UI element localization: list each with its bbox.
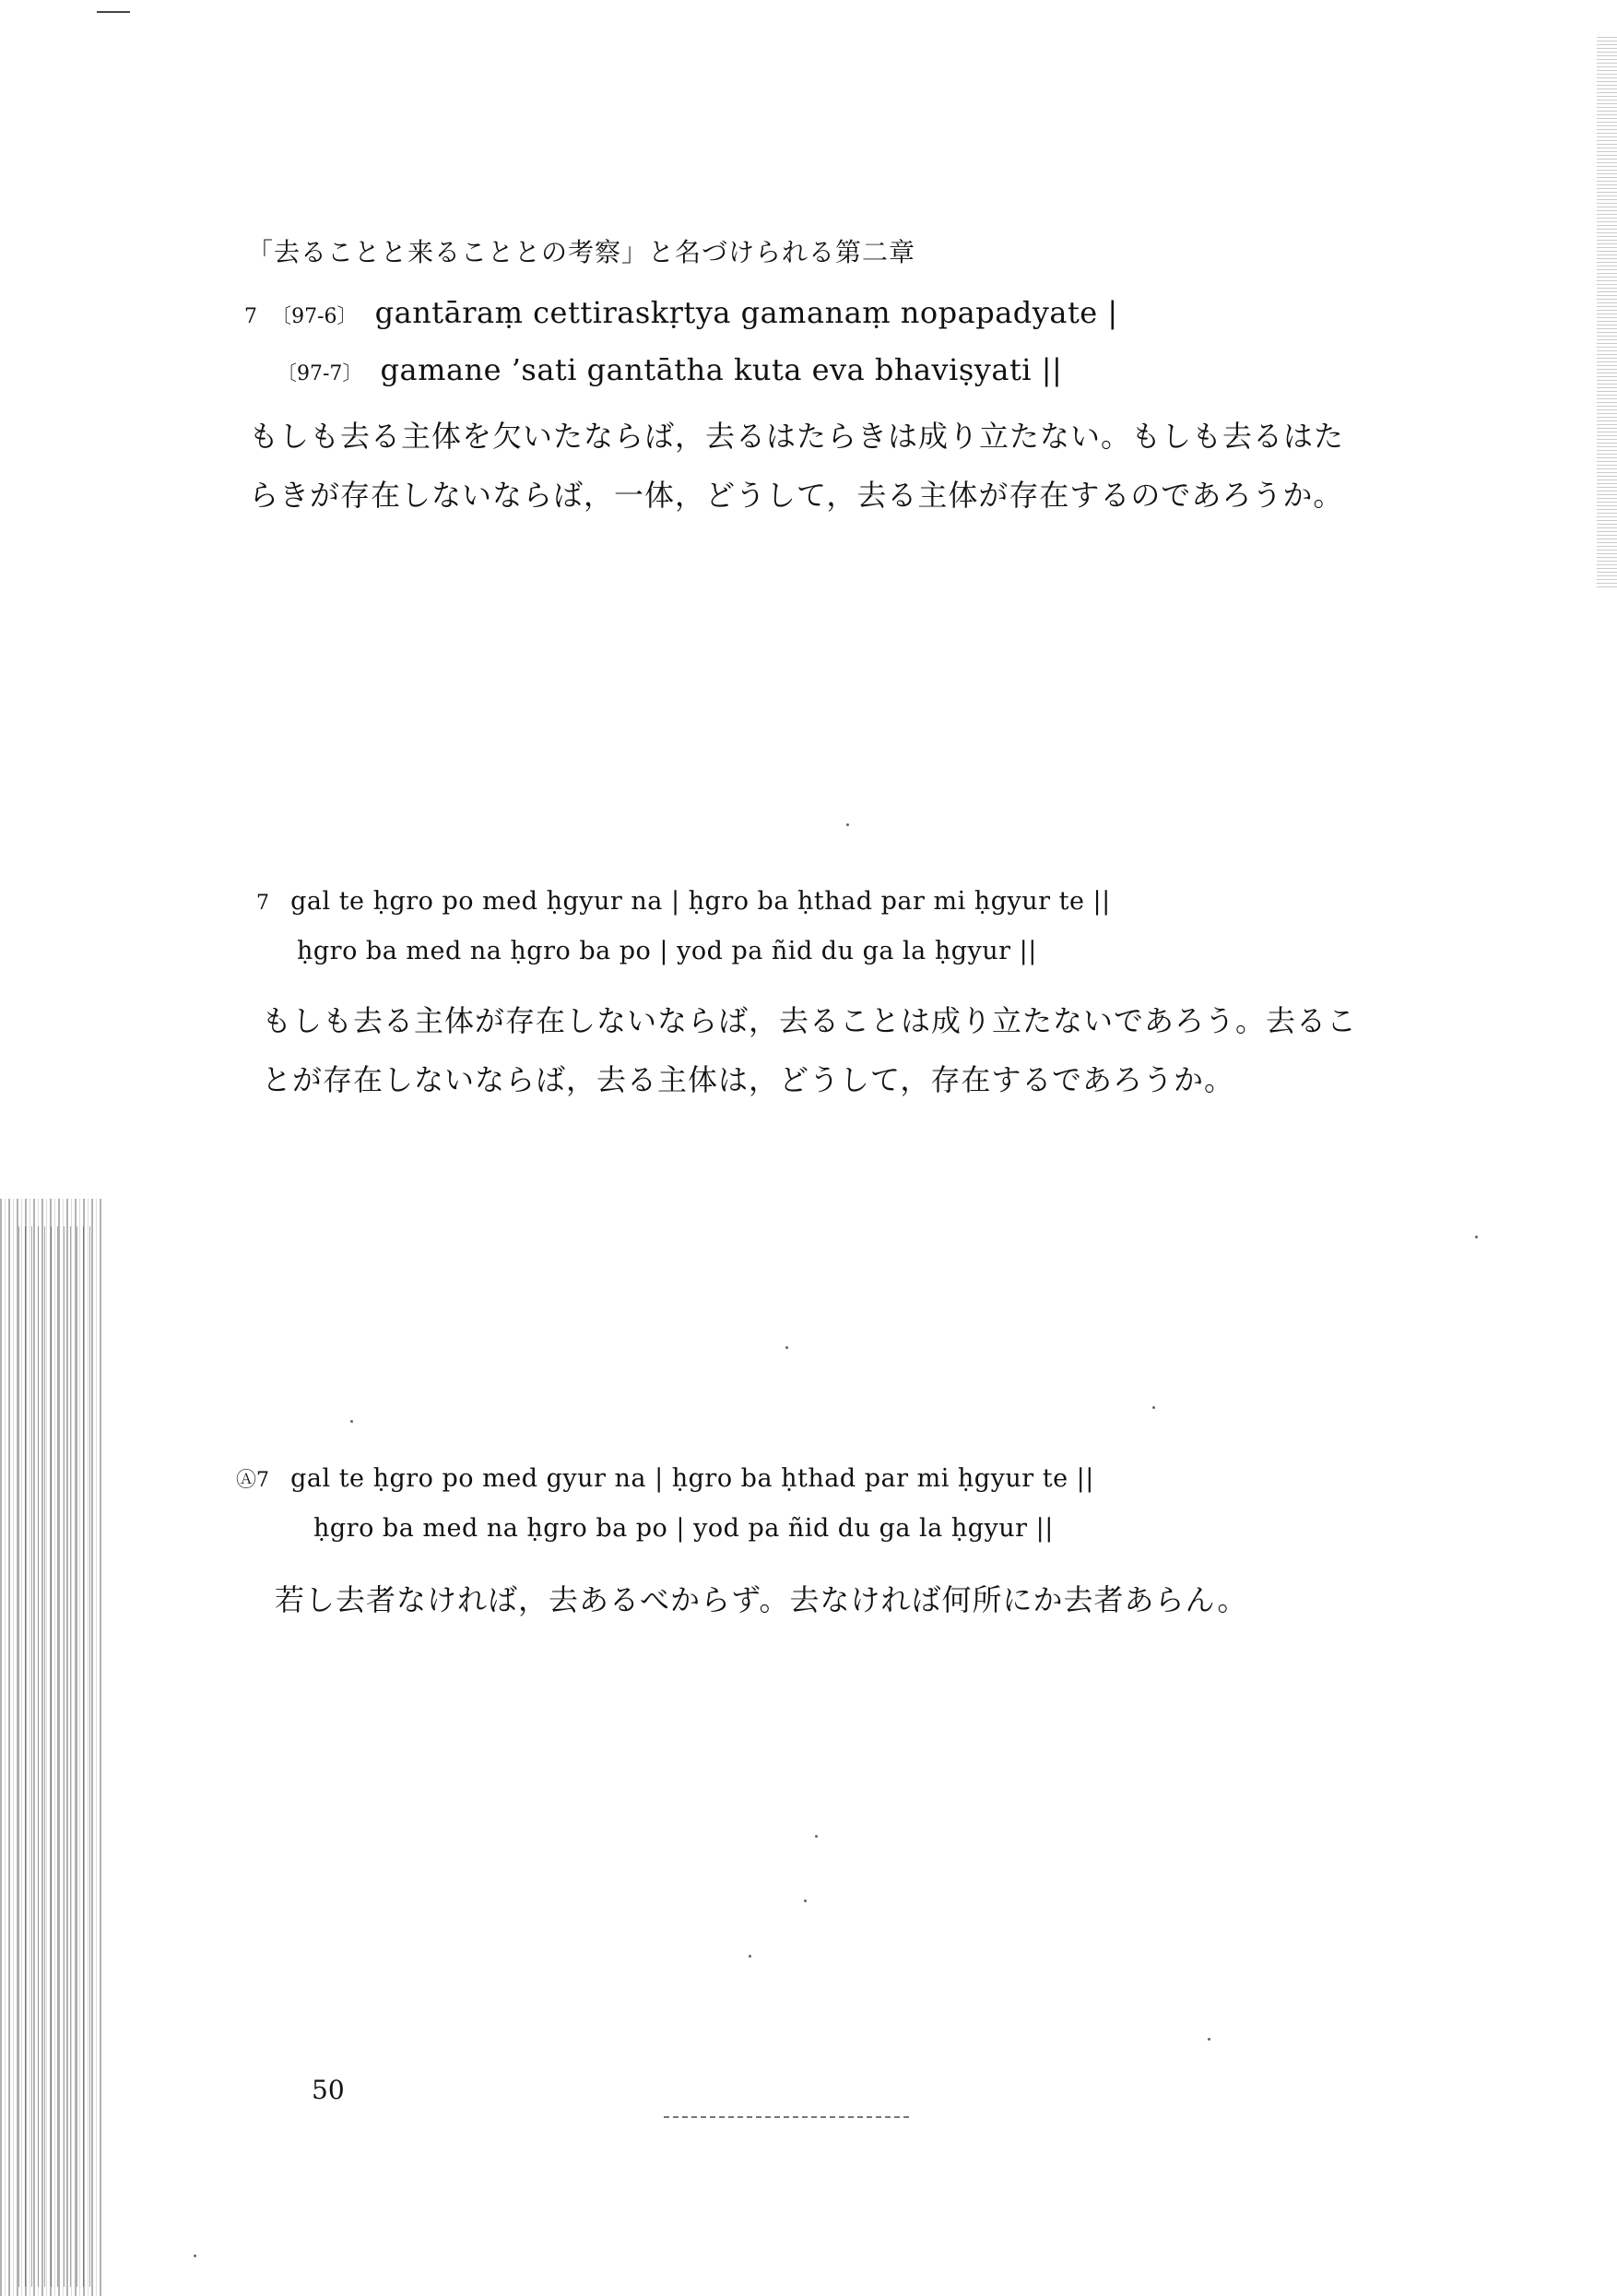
scan-edge-left-inner xyxy=(18,1226,92,2287)
sanskrit-line-2 xyxy=(277,352,1062,387)
scan-speck xyxy=(194,2255,196,2257)
akutobhaya-line-2: ḥgro ba med na ḥgro ba po | yod pa ñid du ga la ḥgyur || xyxy=(313,1514,1054,1543)
akutobhaya-line-1 xyxy=(236,1464,1094,1493)
verse-marker: Ⓐ7 xyxy=(236,1469,269,1492)
scan-mark xyxy=(97,11,130,13)
scan-speck xyxy=(815,1835,818,1838)
sanskrit-text: gamane ’sati gantātha kuta eva bhaviṣyati || xyxy=(380,352,1063,387)
verse-number: 7 xyxy=(244,305,257,328)
scan-edge-right xyxy=(1597,37,1617,590)
scan-speck xyxy=(1475,1236,1478,1238)
scan-speck xyxy=(804,1900,807,1902)
scan-speck xyxy=(846,823,849,826)
chapter-title: 「去ることと来ることとの考察」と名づけられる第二章 xyxy=(247,237,916,267)
translation-line-1: もしも去る主体が存在しないならば，去ることは成り立たないであろう。去るこ xyxy=(262,1003,1358,1038)
tibetan-line-2: ḥgro ba med na ḥgro ba po | yod pa ñid du ga la ḥgyur || xyxy=(297,937,1037,965)
sanskrit-line-1 xyxy=(244,295,1118,330)
akutobhaya-text: gal te ḥgro po med gyur na | ḥgro ba ḥthad par mi ḥgyur te || xyxy=(290,1464,1094,1493)
scan-speck xyxy=(1208,2038,1210,2041)
translation-line-2: らきが存在しないならば，一体，どうして，去る主体が存在するのであろうか。 xyxy=(249,478,1344,513)
verse-number: 7 xyxy=(256,892,269,915)
scan-speck xyxy=(1152,1406,1155,1409)
scan-speck xyxy=(749,1955,751,1958)
scan-speck xyxy=(785,1346,788,1349)
scan-mark xyxy=(664,2116,913,2118)
scan-speck xyxy=(350,1420,353,1423)
translation-line-1: もしも去る主体を欠いたならば，去るはたらきは成り立たない。もしも去るはた xyxy=(249,419,1345,454)
verse-reference: 〔97-7〕 xyxy=(277,362,363,385)
verse-reference: 〔97-6〕 xyxy=(271,305,358,328)
sanskrit-text: gantāraṃ cettiraskṛtya gamanaṃ nopapadyate | xyxy=(374,295,1118,330)
translation-line-2: とが存在しないならば，去る主体は，どうして，存在するであろうか。 xyxy=(262,1062,1235,1097)
tibetan-line-1 xyxy=(256,887,1111,916)
tibetan-text: gal te ḥgro po med ḥgyur na | ḥgro ba ḥthad par mi ḥgyur te || xyxy=(290,887,1111,916)
kanbun-translation: 若し去者なければ，去あるべからず。去なければ何所にか去者あらん。 xyxy=(275,1582,1248,1617)
page-number: 50 xyxy=(312,2075,345,2105)
